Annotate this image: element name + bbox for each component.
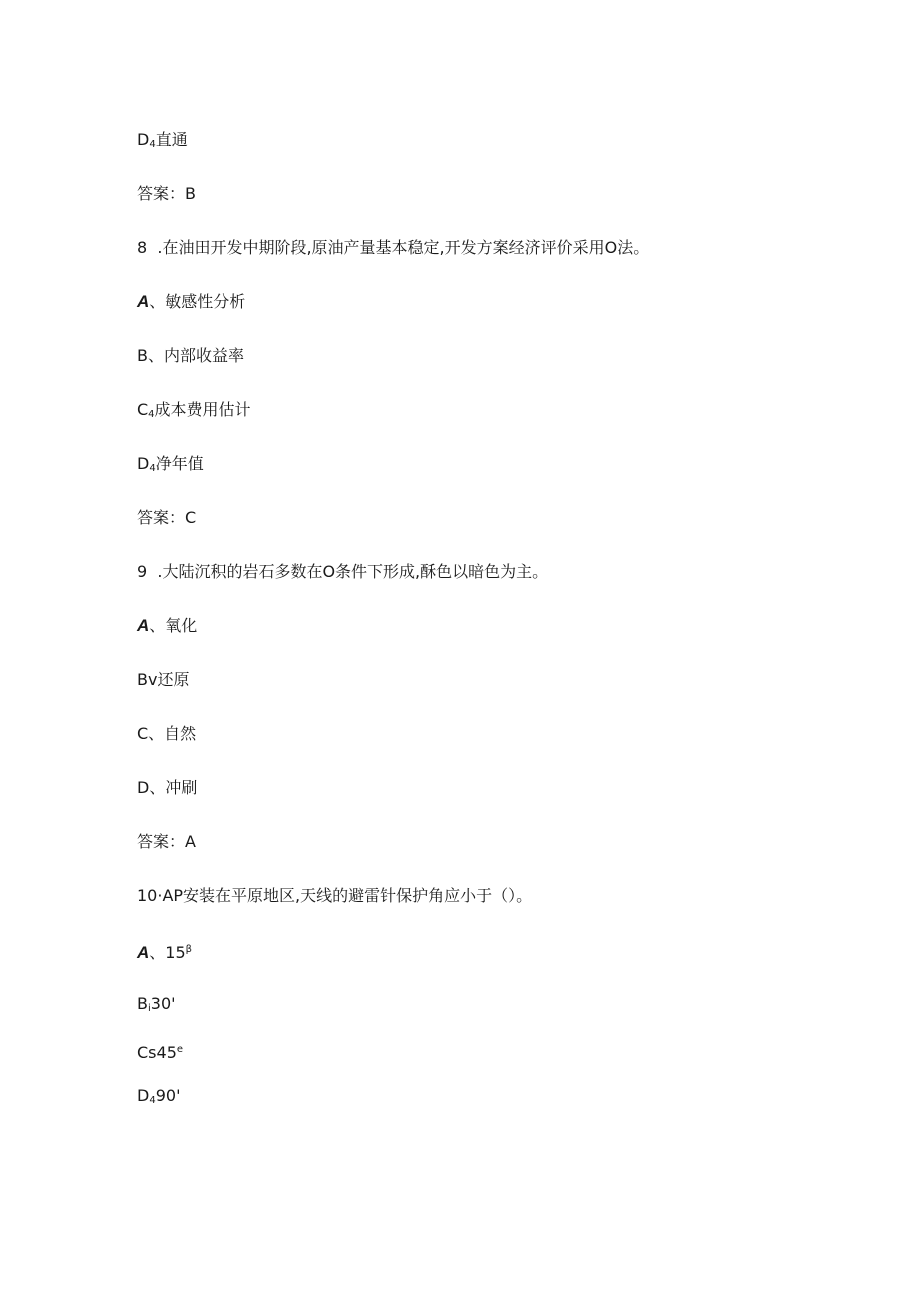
option-text: 、敏感性分析 <box>149 292 246 311</box>
option-text: 90' <box>155 1086 181 1105</box>
option-b-line <box>137 994 176 1019</box>
question-10 <box>137 886 532 906</box>
answer-line <box>137 184 196 204</box>
option-letter: C <box>137 400 149 419</box>
option-letter: D <box>137 130 150 149</box>
option-marker: 4 <box>149 463 156 474</box>
option-c-line <box>137 1040 183 1063</box>
option-marker: 4 <box>149 139 156 150</box>
answer-text: 答案：C <box>137 508 197 527</box>
option-a-line <box>137 292 245 312</box>
answer-text: 答案：A <box>137 832 196 851</box>
option-d-line <box>137 454 204 479</box>
question-9 <box>137 562 548 582</box>
answer-text: 答案：B <box>137 184 196 203</box>
option-text: Bv还原 <box>137 670 190 689</box>
option-c-line <box>137 724 196 744</box>
question-text: 8 .在油田开发中期阶段,原油产量基本稳定,开发方案经济评价采用O法。 <box>137 238 650 257</box>
option-text: 30' <box>150 994 176 1013</box>
option-marker: i <box>147 1003 151 1014</box>
option-marker: 4 <box>149 1095 156 1106</box>
option-c-line <box>137 400 251 425</box>
option-text: D、冲刷 <box>137 778 198 797</box>
option-letter: A <box>137 616 150 635</box>
degree-marker: β <box>185 944 193 955</box>
degree-marker: e <box>176 1044 184 1055</box>
option-a-line <box>137 616 197 636</box>
option-letter: B <box>137 994 148 1013</box>
option-text: 净年值 <box>155 454 204 473</box>
option-text: C、自然 <box>137 724 197 743</box>
option-text: 成本费用估计 <box>154 400 251 419</box>
option-text: 、15 <box>149 943 186 962</box>
option-b-line <box>137 670 189 690</box>
option-letter: D <box>137 1086 150 1105</box>
option-text: 、氧化 <box>149 616 198 635</box>
option-text: Cs45 <box>137 1043 177 1062</box>
option-text: B、内部收益率 <box>137 346 244 365</box>
option-marker: 4 <box>148 409 155 420</box>
option-d-line <box>137 130 188 155</box>
question-8 <box>137 238 649 258</box>
option-d-line <box>137 1086 180 1111</box>
option-letter: A <box>137 943 150 962</box>
question-text: 10·AP安装在平原地区,天线的避雷针保护角应小于（）。 <box>137 886 533 905</box>
question-text: 9 .大陆沉积的岩石多数在O条件下形成,酥色以暗色为主。 <box>137 562 549 581</box>
answer-line <box>137 508 196 528</box>
answer-line <box>137 832 196 852</box>
option-a-line <box>137 940 192 963</box>
option-b-line <box>137 346 244 366</box>
option-letter: D <box>137 454 150 473</box>
option-text: 直通 <box>155 130 188 149</box>
option-d-line <box>137 778 197 798</box>
option-letter: A <box>137 292 150 311</box>
